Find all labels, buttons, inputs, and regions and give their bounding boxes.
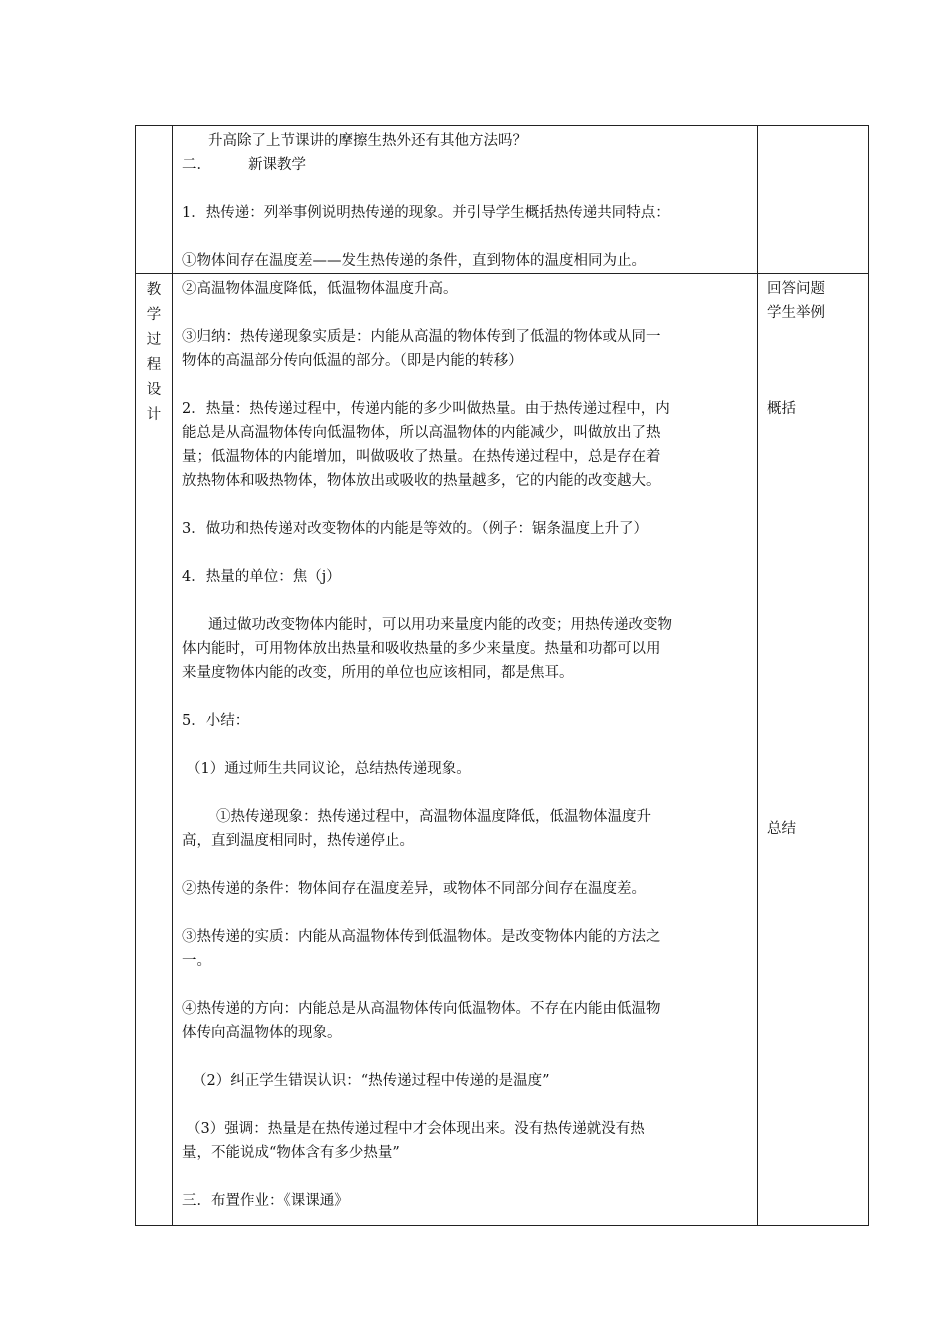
side-label-char: 计 (146, 407, 162, 423)
note-conclusion: 总结 (767, 821, 796, 837)
text-line: ③归纳：热传递现象实质是：内能从高温的物体传到了低温的物体或从同一 (182, 329, 661, 345)
label-cell-teaching-process (136, 274, 173, 1226)
text-line: 4．热量的单位：焦（j） (182, 569, 341, 585)
side-label-char: 设 (146, 382, 162, 398)
content-cell-process (173, 274, 758, 1226)
section-number: 二． (182, 157, 211, 173)
text-line: （3）强调：热量是在热传递过程中才会体现出来。没有热传递就没有热 (186, 1121, 645, 1137)
text-line: 量；低温物体的内能增加，叫做吸收了热量。在热传递过程中，总是存在着 (182, 449, 661, 465)
note-answer-questions: 回答问题 (767, 281, 825, 297)
text-line: 能总是从高温物体传向低温物体，所以高温物体的内能减少，叫做放出了热 (182, 425, 661, 441)
side-label (136, 274, 172, 428)
text-line: 三．布置作业：《课课通》 (182, 1193, 349, 1209)
table-row-intro (136, 126, 869, 274)
text-line: 一。 (182, 953, 211, 969)
side-label-char: 过 (146, 332, 162, 348)
text-line: （1）通过师生共同议论，总结热传递现象。 (186, 761, 471, 777)
text-line: ④热传递的方向：内能总是从高温物体传向低温物体。不存在内能由低温物 (182, 1001, 661, 1017)
text-line: 物体的高温部分传向低温的部分。（即是内能的转移） (182, 353, 523, 369)
lesson-plan-table (135, 125, 869, 1226)
text-line: 5．小结： (182, 713, 250, 729)
section-heading-new-lesson (182, 153, 749, 177)
notes-cell-empty (758, 126, 869, 274)
text-line: ①物体间存在温度差——发生热传递的条件，直到物体的温度相同为止。 (182, 253, 646, 269)
text-line: 量，不能说成“物体含有多少热量” (182, 1145, 400, 1161)
section-title: 新课教学 (248, 157, 306, 173)
text-line: 1．热传递：列举事例说明热传递的现象。并引导学生概括热传递共同特点： (182, 205, 670, 221)
text-line: ②热传递的条件：物体间存在温度差异，或物体不同部分间存在温度差。 (182, 881, 646, 897)
text-line: 体传向高温物体的现象。 (182, 1025, 342, 1041)
text-line: 升高除了上节课讲的摩擦生热外还有其他方法吗？ (208, 133, 527, 149)
text-line: （2）纠正学生错误认识：“热传递过程中传递的是温度” (192, 1073, 550, 1089)
content-cell-intro (173, 126, 758, 274)
text-line: 3．做功和热传递对改变物体的内能是等效的。（例子：锯条温度上升了） (182, 521, 648, 537)
activity-notes (758, 274, 868, 1214)
text-line: ③热传递的实质：内能从高温物体传到低温物体。是改变物体内能的方法之 (182, 929, 661, 945)
text-line: 高，直到温度相同时，热传递停止。 (182, 833, 414, 849)
side-label-char: 教 (146, 282, 162, 298)
text-line: 体内能时，可用物体放出热量和吸收热量的多少来量度。热量和功都可以用 (182, 641, 661, 657)
text-line: 2．热量：热传递过程中，传递内能的多少叫做热量。由于热传递过程中，内 (182, 401, 670, 417)
text-line: ②高温物体温度降低，低温物体温度升高。 (182, 281, 458, 297)
side-label-char: 程 (146, 357, 162, 373)
label-cell-empty (136, 126, 173, 274)
text-line: 来量度物体内能的改变，所用的单位也应该相同，都是焦耳。 (182, 665, 574, 681)
note-student-examples: 学生举例 (767, 305, 825, 321)
text-line: 通过做功改变物体内能时，可以用功来量度内能的改变；用热传递改变物 (208, 617, 672, 633)
text-line: ①热传递现象：热传递过程中，高温物体温度降低，低温物体温度升 (216, 809, 651, 825)
side-label-char: 学 (146, 307, 162, 323)
table-row-process (136, 274, 869, 1226)
notes-cell-process (758, 274, 869, 1226)
note-summarize: 概括 (767, 401, 796, 417)
text-line: 放热物体和吸热物体，物体放出或吸收的热量越多，它的内能的改变越大。 (182, 473, 661, 489)
